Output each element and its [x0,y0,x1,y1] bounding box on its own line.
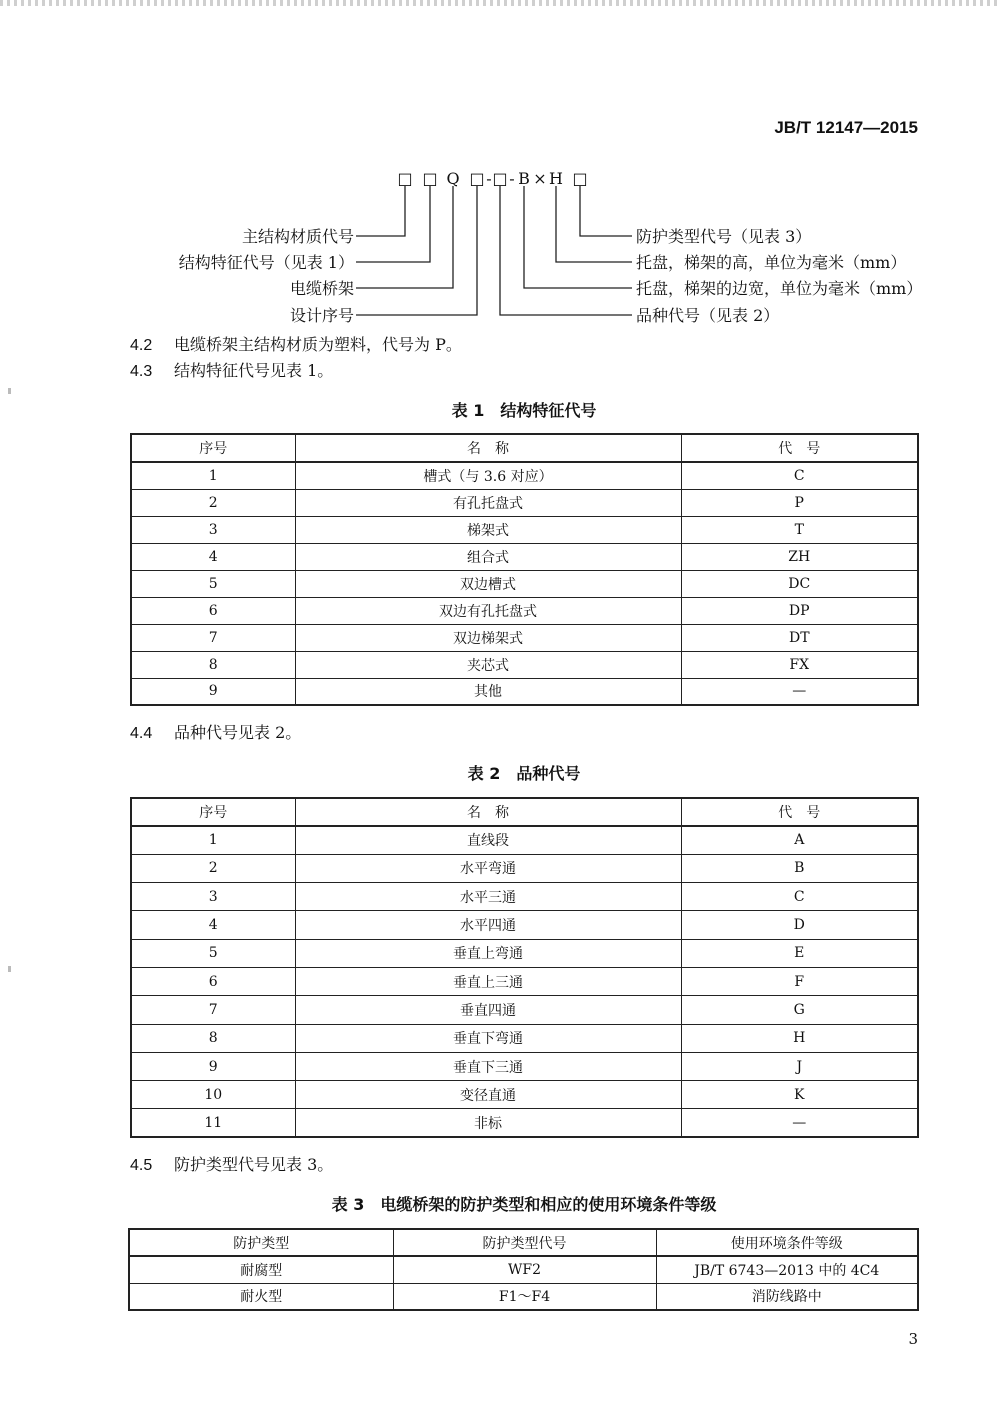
table-cell: 双边梯架式 [295,624,681,651]
table-cell: T [681,516,918,543]
table-cell: H [681,1024,918,1052]
table-cell: J [681,1052,918,1080]
table-cell: 11 [131,1109,295,1137]
code-format-row [397,169,587,188]
table-cell: A [681,826,918,854]
table-row [131,1081,918,1109]
code-char: Q [446,169,460,188]
table-header-row [131,798,918,826]
table-cell: 4 [131,911,295,939]
table-row [131,911,918,939]
table-cell: 槽式（与 3.6 对应） [295,462,681,489]
table-cell: 有孔托盘式 [295,489,681,516]
section-number: 4.5 [130,1157,153,1174]
code-char: × [533,169,547,188]
section-text: 品种代号见表 2。 [174,723,302,742]
code-char: □ [422,169,438,188]
column-header: 名 称 [295,798,681,826]
table-cell: 水平弯通 [295,854,681,882]
table-row [129,1256,918,1283]
table-cell: 组合式 [295,543,681,570]
table-row [131,516,918,543]
table-cell: 8 [131,651,295,678]
standard-code: JB/T 12147—2015 [774,118,918,137]
table-cell: 非标 [295,1109,681,1137]
table-cell: C [681,883,918,911]
code-char: - [486,169,492,188]
table3-caption: 表 3 电缆桥架的防护类型和相应的使用环境条件等级 [331,1195,717,1214]
table-cell: 3 [131,516,295,543]
table2-caption: 表 2 品种代号 [467,764,581,783]
table-row [131,854,918,882]
table-row [131,967,918,995]
table-cell: 7 [131,624,295,651]
table-row [131,651,918,678]
column-header: 防护类型 [129,1229,393,1256]
table-cell: B [681,854,918,882]
scan-top-edge [0,0,1000,6]
table-cell: P [681,489,918,516]
table-row [131,1052,918,1080]
table-cell: 9 [131,1052,295,1080]
table-cell: 消防线路中 [656,1283,918,1310]
table-cell: WF2 [393,1256,656,1283]
table-cell: C [681,462,918,489]
section-text: 防护类型代号见表 3。 [174,1155,334,1174]
table-row [131,883,918,911]
column-header: 名 称 [295,434,681,462]
table-row [131,543,918,570]
table-cell: K [681,1081,918,1109]
label-height: 托盘，梯架的高，单位为毫米（mm） [636,253,907,272]
table-cell: 10 [131,1081,295,1109]
scan-speck [8,388,11,394]
label-design-serial: 设计序号 [289,306,354,325]
table1-caption: 表 1 结构特征代号 [451,401,597,420]
table-cell: 耐火型 [129,1283,393,1310]
table-row [131,570,918,597]
column-header: 代 号 [681,434,918,462]
table-cell: DT [681,624,918,651]
label-cable-tray: 电缆桥架 [289,279,354,298]
table-cell: 9 [131,678,295,705]
table-cell: 垂直下三通 [295,1052,681,1080]
page-number: 3 [908,1330,918,1348]
table-row [131,996,918,1024]
table3-protection-types [128,1228,919,1311]
table-cell: 双边槽式 [295,570,681,597]
table-cell: 垂直四通 [295,996,681,1024]
table-cell: 其他 [295,678,681,705]
table-cell: 垂直上弯通 [295,939,681,967]
section-4-5 [130,1152,333,1175]
table-cell: G [681,996,918,1024]
table-row [131,939,918,967]
table-cell: 水平四通 [295,911,681,939]
section-text: 结构特征代号见表 1。 [174,361,334,380]
table-cell: 直线段 [295,826,681,854]
table-cell: 3 [131,883,295,911]
column-header: 使用环境条件等级 [656,1229,918,1256]
table-cell: F [681,967,918,995]
section-number: 4.4 [130,725,153,742]
table-cell: 6 [131,597,295,624]
table-cell: 梯架式 [295,516,681,543]
table-header-row [129,1229,918,1256]
table-row [131,678,918,705]
table-cell: 2 [131,489,295,516]
table-row [129,1283,918,1310]
code-char: - [509,169,515,188]
code-char: □ [397,169,413,188]
table-cell: 夹芯式 [295,651,681,678]
table-cell: 水平三通 [295,883,681,911]
section-4-4 [130,720,301,743]
scan-speck [8,966,11,972]
table-cell: D [681,911,918,939]
column-header: 序号 [131,434,295,462]
label-main-material: 主结构材质代号 [241,227,354,246]
table-cell: E [681,939,918,967]
table-row [131,1024,918,1052]
table-cell: 7 [131,996,295,1024]
code-structure-diagram [0,160,1000,330]
table-cell: 5 [131,939,295,967]
table-cell: — [681,678,918,705]
section-number: 4.3 [130,363,153,380]
table-row [131,826,918,854]
table-cell: JB/T 6743—2013 中的 4C4 [656,1256,918,1283]
table-cell: 变径直通 [295,1081,681,1109]
table-header-row [131,434,918,462]
table-cell: 双边有孔托盘式 [295,597,681,624]
table-cell: 垂直上三通 [295,967,681,995]
table-cell: 8 [131,1024,295,1052]
table-cell: 垂直下弯通 [295,1024,681,1052]
table-cell: — [681,1109,918,1137]
section-4-3 [130,358,333,381]
table-cell: 1 [131,826,295,854]
table2-variety-codes [130,797,919,1138]
code-char: □ [572,169,588,188]
section-number: 4.2 [130,337,153,354]
table-row [131,489,918,516]
code-char: B [518,169,530,188]
table-cell: 耐腐型 [129,1256,393,1283]
table-cell: FX [681,651,918,678]
table-row [131,1109,918,1137]
table-cell: F1～F4 [393,1283,656,1310]
table1-structure-codes [130,433,919,706]
table-row [131,597,918,624]
table-cell: ZH [681,543,918,570]
label-structure-feature: 结构特征代号（见表 1） [178,253,354,272]
label-width: 托盘，梯架的边宽，单位为毫米（mm） [636,279,923,298]
table-cell: DP [681,597,918,624]
table-cell: 5 [131,570,295,597]
label-protection-type: 防护类型代号（见表 3） [636,227,812,246]
code-char: H [549,169,563,188]
table-row [131,624,918,651]
column-header: 序号 [131,798,295,826]
code-char: □ [492,169,508,188]
table-cell: 1 [131,462,295,489]
column-header: 代 号 [681,798,918,826]
table-cell: 6 [131,967,295,995]
code-char: □ [469,169,485,188]
table-cell: DC [681,570,918,597]
table-cell: 4 [131,543,295,570]
section-4-2 [130,332,462,355]
section-text: 电缆桥架主结构材质为塑料，代号为 P。 [174,335,462,354]
leader-lines [356,186,632,315]
column-header: 防护类型代号 [393,1229,656,1256]
table-cell: 2 [131,854,295,882]
label-variety-code: 品种代号（见表 2） [636,306,780,325]
table-row [131,462,918,489]
